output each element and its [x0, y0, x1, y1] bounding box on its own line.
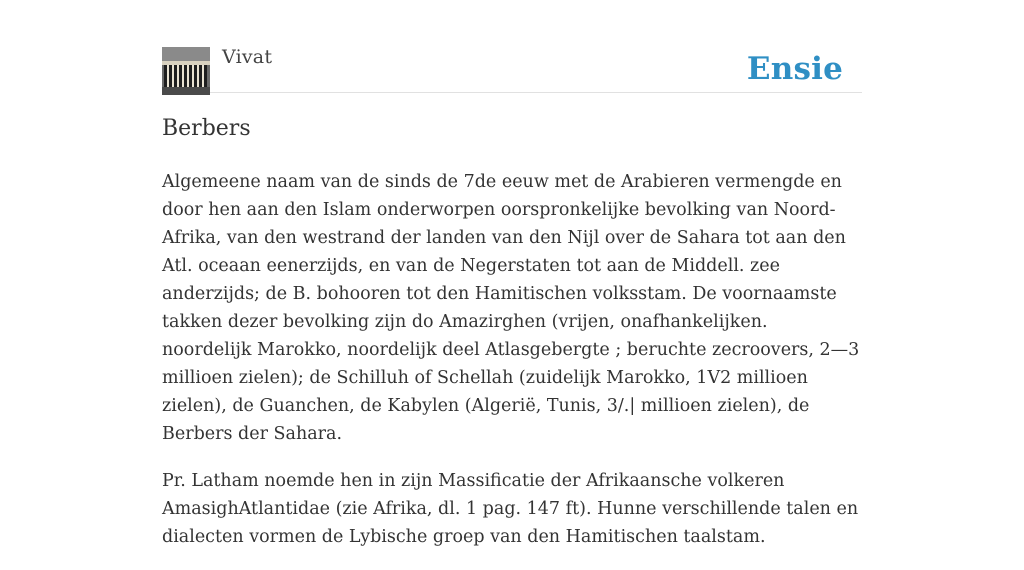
article-body — [162, 168, 862, 570]
avatar[interactable] — [162, 47, 210, 95]
book-spines-icon — [162, 47, 210, 95]
article-paragraph: Algemeene naam van de sinds de 7de eeuw met de Arabieren vermengde en door hen aan den Islam onderworpen oorspronkelijke bevolking van Noord-Afrika, van den westrand der landen van den Nijl over de Sahara tot aan den Atl. oceaan eenerzijds, en van de Negerstaten tot aan de Middell. zee anderzijds; de B. bohooren tot den Hamitischen volksstam. De voornaamste takken dezer bevolking zijn do Amazirghen (vrijen, onafhankelijken. noordelijk Marokko, noordelijk deel Atlasgebergte ; beruchte zecroovers, 2—3 millioen zielen); de Schilluh of Schellah (zuidelijk Marokko, 1V2 millioen zielen), de Guanchen, de Kabylen (Algerië, Tunis, 3/.| millioen zielen), de Berbers der Sahara. — [162, 172, 860, 444]
author-name[interactable]: Vivat — [222, 46, 273, 68]
article-title: Berbers — [162, 116, 251, 141]
brand-logo[interactable]: Ensie — [746, 51, 843, 87]
header — [162, 0, 862, 93]
page — [162, 0, 862, 547]
article-paragraph: Pr. Latham noemde hen in zijn Massificatie der Afrikaansche volkeren AmasighAtlantidae (zie Afrika, dl. 1 pag. 147 ft). Hunne verschillende talen en dialecten vormen de Lybische groep van den Hamitischen taalstam. — [162, 471, 859, 547]
